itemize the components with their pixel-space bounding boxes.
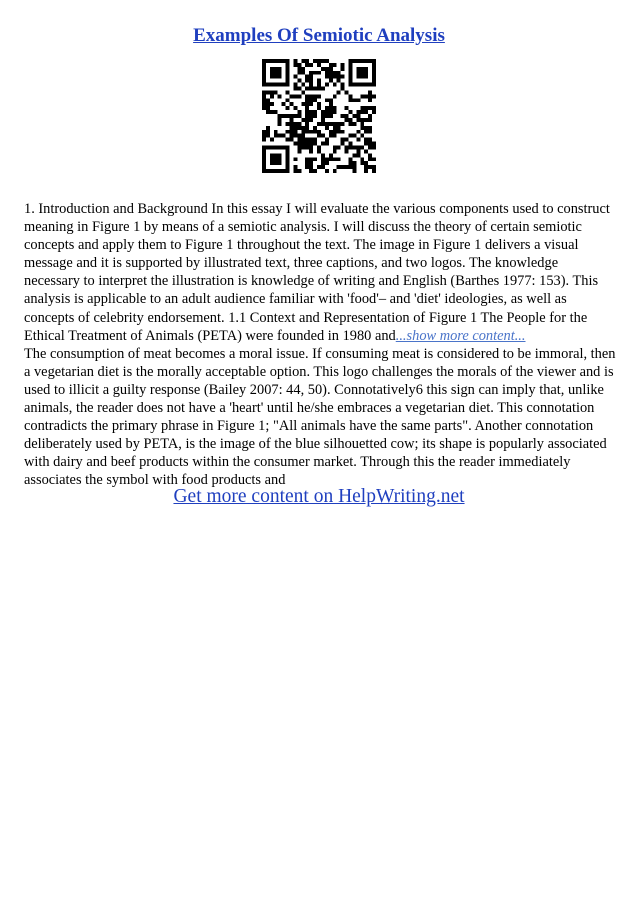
article-text (24, 200, 616, 490)
cta (0, 485, 638, 509)
paragraph-intro: 1. Introduction and Background In this essay I will evaluate the various components used to construct meaning in Figure 1 by means of a semiotic analysis. I will discuss the theory of certain semiotic concepts and apply them to Figure 1 throughout the text. The image in Figure 1 delivers a visual message and it is supported by illustrated text, three captions, and two logos. The knowledge necessary to interpret the illustration is knowledge of writing and English (Barthes 1977: 153). This analysis is applicable to an adult audience familiar with 'food'– and 'diet' ideologies, as well as concepts of celebrity endorsement. 1.1 Context and Representation of Figure 1 The People for the Ethical Treatment of Animals (PETA) were founded in 1980 and (24, 201, 610, 344)
qr-code-graphic (262, 59, 376, 173)
qr-code-icon (262, 59, 376, 173)
page-title (0, 24, 638, 48)
paragraph-continued: The consumption of meat becomes a moral issue. If consuming meat is considered to be immoral, then a vegetarian diet is the morally acceptable option. This logo challenges the morals of the viewer and is used to illicit a guilty response (Bailey 2007: 44, 50). Connotatively6 this sign can imply that, unlike animals, the reader does not have a 'heart' until he/she embraces a vegetarian diet. This connotation contradicts the primary phrase in Figure 1; "All animals have the same parts". Another connotation deliberately used by PETA, is the image of the blue silhouetted cow; its shape is popularly associated with dairy and beef products within the consumer market. Through this the reader immediately associates the symbol with food products and (24, 345, 616, 489)
cta-link[interactable]: Get more content on HelpWriting.net (173, 486, 465, 507)
title-link[interactable]: Examples Of Semiotic Analysis (193, 25, 445, 46)
show-more-link[interactable]: ...show more content... (395, 327, 526, 344)
